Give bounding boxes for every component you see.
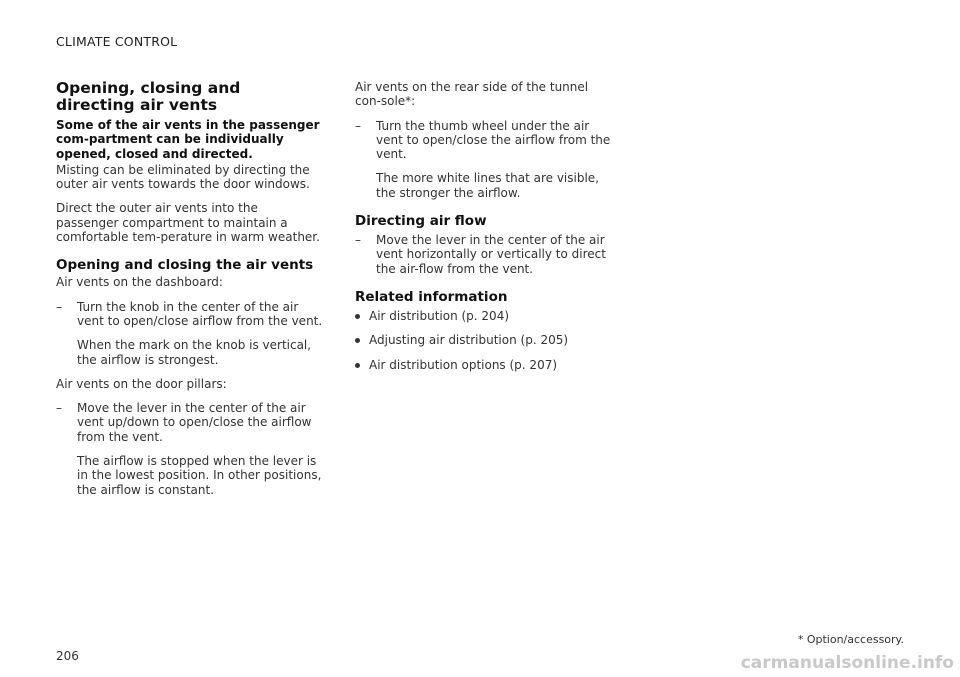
warm-weather-paragraph: Direct the outer air vents into the passenger compartment to maintain a comfortable tem-perature in warm weather. [56,201,320,245]
step-text: Move the lever in the center of the air vent horizontally or vertically to direct the air-flow from the vent. [376,233,606,276]
tunnel-console-label: Air vents on the rear side of the tunnel con-sole*: [355,80,589,109]
step-dashboard-knob [56,300,324,367]
bullet-dot [355,338,360,343]
step-door-pillar-lever [56,401,324,497]
bullet-dot [355,363,360,368]
left-column [56,80,324,507]
related-link-text[interactable]: Air distribution options (p. 207) [369,357,558,372]
step-note: The more white lines that are visible, the stronger the airflow. [376,171,599,200]
step-note: When the mark on the knob is vertical, the airflow is strongest. [77,338,312,367]
related-link-text[interactable]: Air distribution (p. 204) [369,308,510,323]
right-column [355,80,613,382]
dash-marker: – [355,118,361,133]
step-text: Move the lever in the center of the air vent up/down to open/close the airflow from the vent. [77,401,312,444]
dash-marker: – [56,401,62,416]
misting-paragraph: Misting can be eliminated by directing the outer air vents towards the door windows. [56,162,310,192]
related-link-adjusting-air-distribution[interactable] [355,333,613,347]
heading-directing-air-flow: Directing air flow [355,213,487,230]
page-number: 206 [56,649,79,663]
related-link-air-distribution-options[interactable] [355,358,613,372]
step-text: Turn the knob in the center of the air vent to open/close airflow from the vent. [77,299,323,328]
section-header: CLIMATE CONTROL [56,34,178,49]
dash-marker: – [56,299,62,314]
lead-paragraph: Some of the air vents in the passenger com-partment can be individually opened, closed and directed. [56,118,320,161]
step-note: The airflow is stopped when the lever is in the lowest position. In other positions, the airflow is constant. [77,454,322,497]
related-link-text[interactable]: Adjusting air distribution (p. 205) [369,333,569,348]
related-link-air-distribution[interactable] [355,309,613,323]
watermark: carmanualsonline.info [740,653,954,673]
bullet-dot [355,314,360,319]
heading-opening-closing: Opening and closing the air vents [56,257,314,274]
heading-related-information: Related information [355,288,508,305]
step-direct-lever [355,233,613,276]
step-thumb-wheel [355,119,613,200]
dash-marker: – [355,233,361,248]
door-pillar-vents-label: Air vents on the door pillars: [56,376,227,391]
step-text: Turn the thumb wheel under the air vent to open/close the airflow from the vent. [376,118,611,162]
page-title: Opening, closing and directing air vents [56,79,241,114]
dashboard-vents-label: Air vents on the dashboard: [56,275,223,290]
option-accessory-footnote: * Option/accessory. [797,633,904,646]
